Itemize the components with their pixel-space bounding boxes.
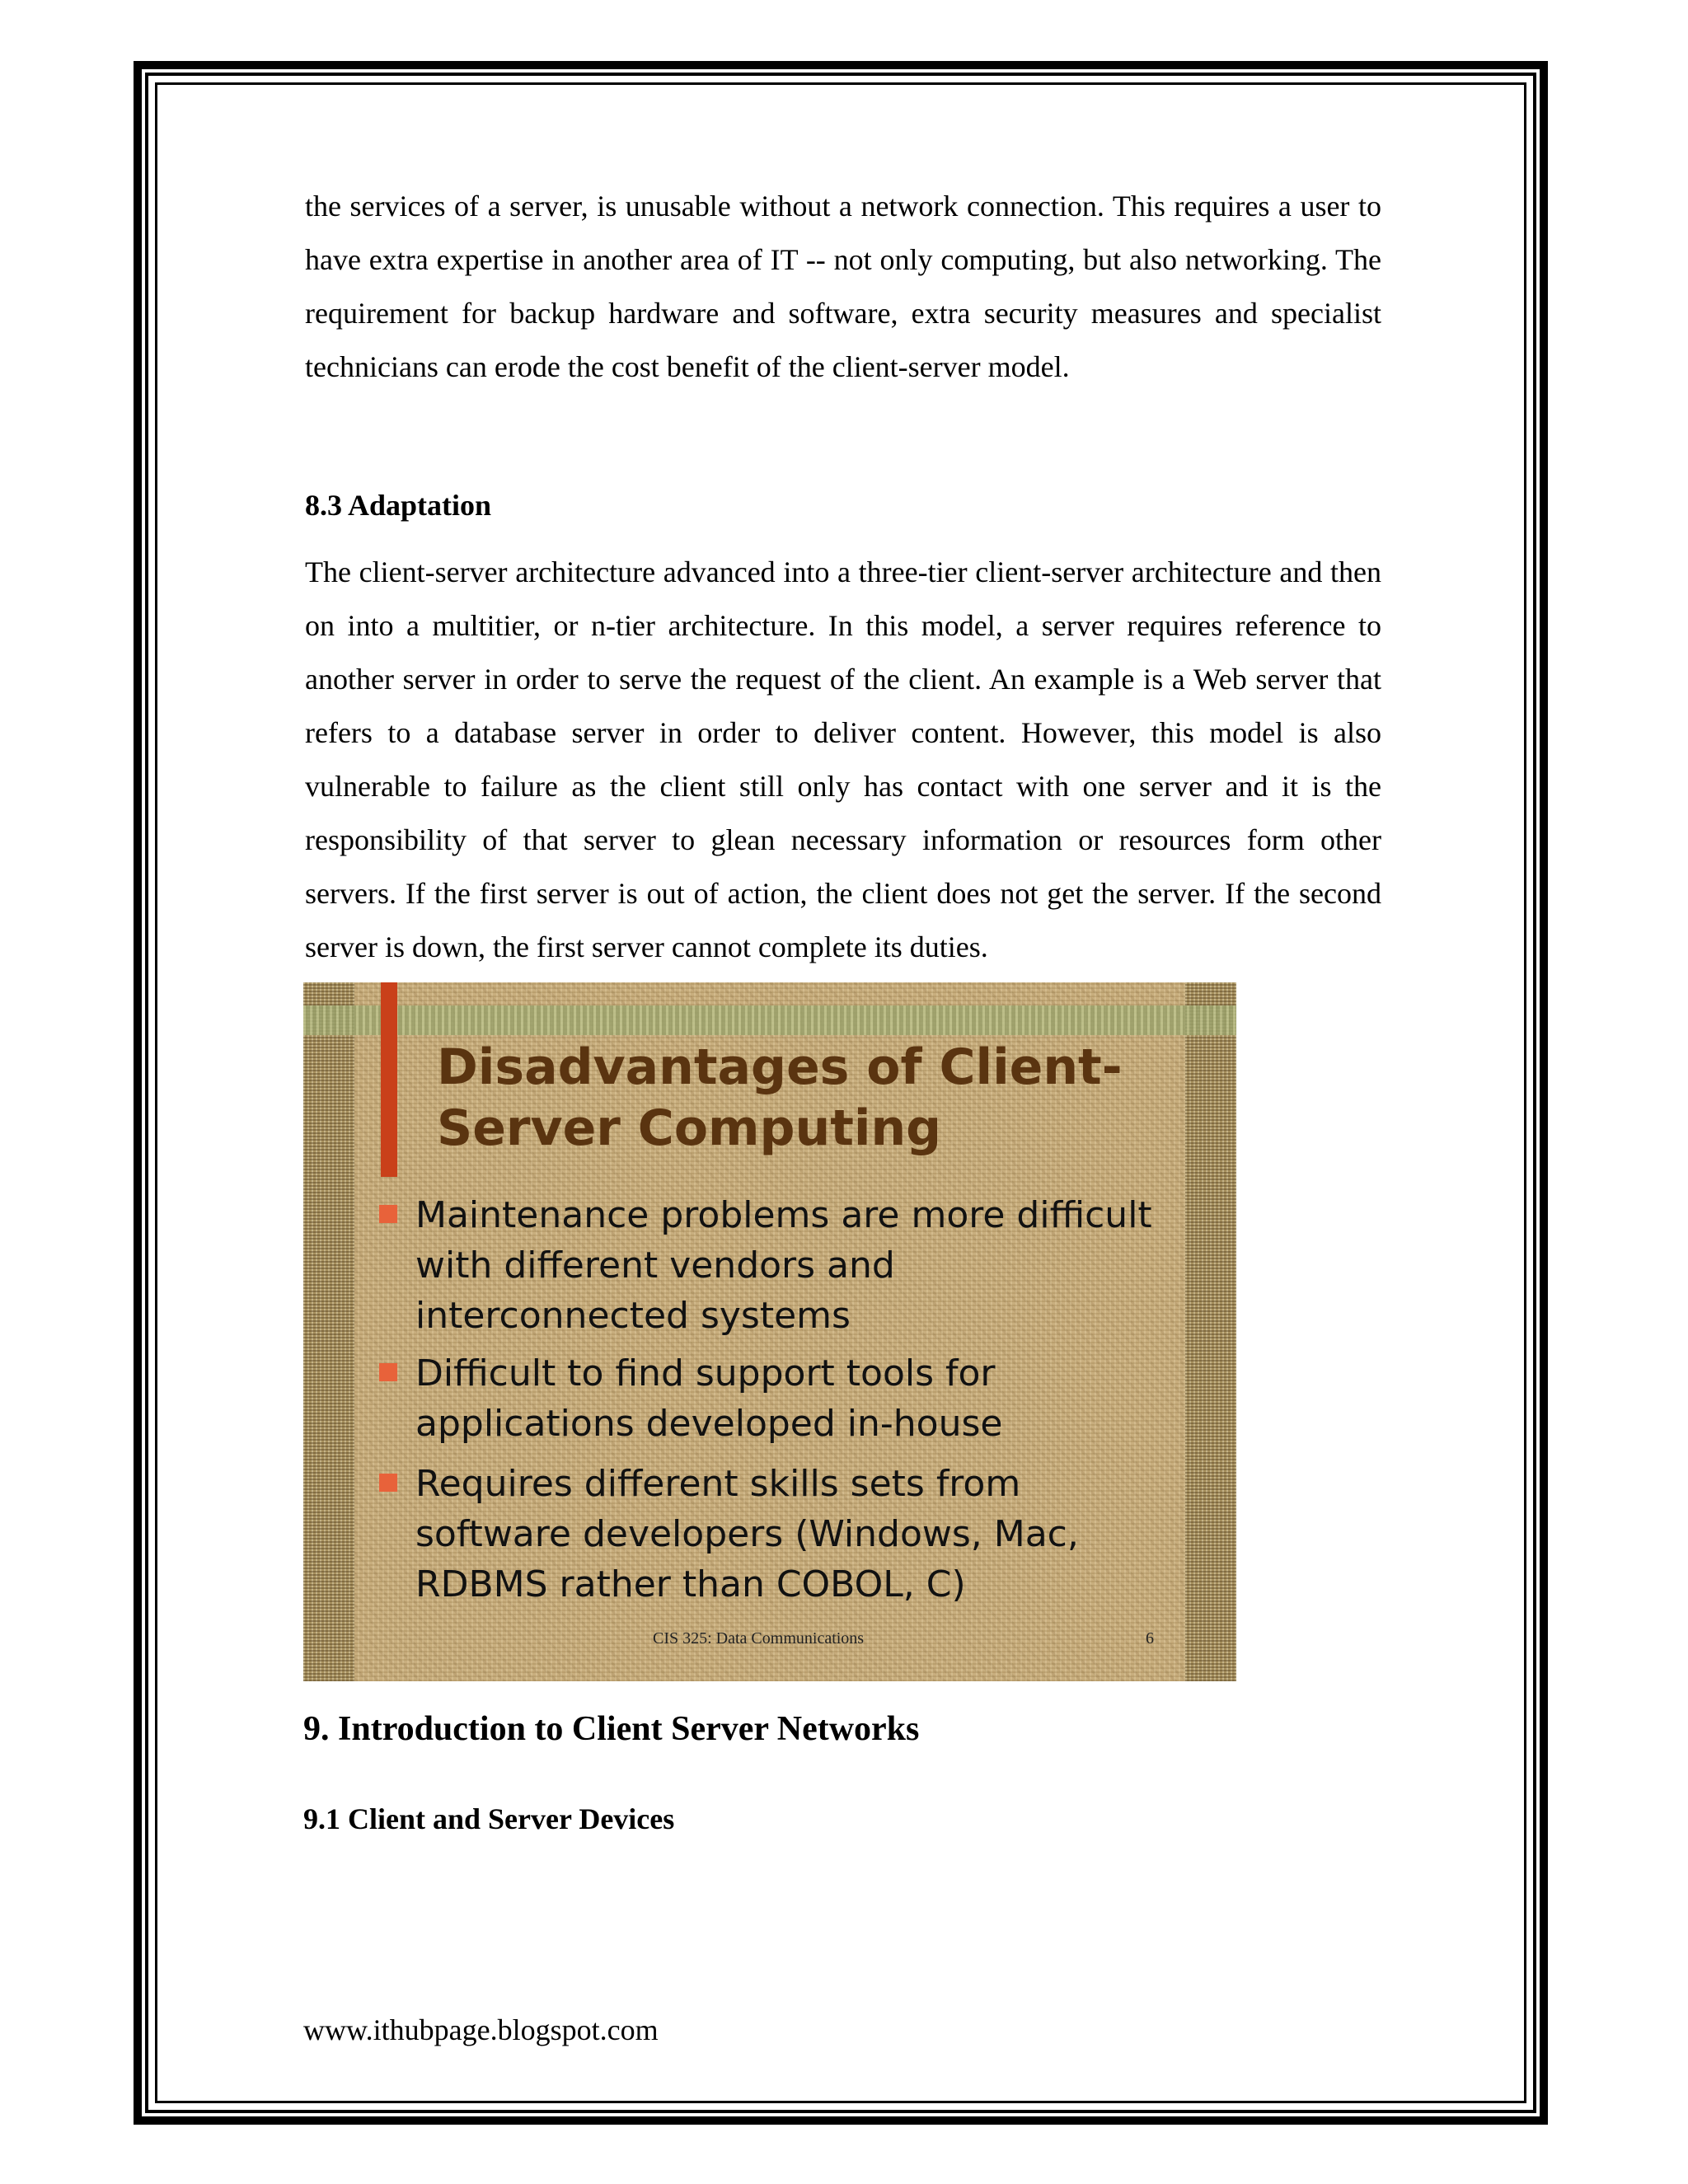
slide-texture-right <box>1185 982 1236 1681</box>
slide-title <box>437 1037 1179 1159</box>
slide-bullet-line: software developers (Windows, Mac, <box>415 1513 1079 1555</box>
slide-bullet-line: Maintenance problems are more difficult <box>415 1194 1152 1236</box>
slide-bullet-text <box>415 1190 1190 1341</box>
adaptation-content <box>305 546 1381 974</box>
paragraph-adaptation: The client-server architecture advanced into a three-tier client-server architecture and then on into a multitier, or n-tier architecture. In this model, a server requires reference to another server in order to serve the request of the client. An example is a Web server that refers to a database server in order to deliver content. However, this model is also vulnerable to failure as the client still only has contact with one server and it is the responsibility of that server to glean necessary information or resources form other servers. If the first server is out of action, the client does not get the server. If the second server is down, the first server cannot complete its duties. <box>305 555 1381 963</box>
slide-title-line-2: Server Computing <box>437 1099 942 1157</box>
slide-bullet-line: with different vendors and <box>415 1244 895 1286</box>
slide-bullet-line: applications developed in-house <box>415 1403 1003 1445</box>
slide-bullet-line: Requires different skills sets from <box>415 1463 1021 1505</box>
slide-accent-bar <box>381 982 397 1177</box>
slide-page-number: 6 <box>1146 1629 1154 1647</box>
square-bullet-icon <box>379 1205 397 1223</box>
page-content <box>305 180 1381 394</box>
slide-image <box>303 982 1236 1681</box>
slide-texture-left <box>303 982 354 1681</box>
footer-url: www.ithubpage.blogspot.com <box>303 2013 659 2046</box>
square-bullet-icon <box>379 1363 397 1381</box>
slide-texture-top-band <box>303 1005 1236 1035</box>
heading-8-3-adaptation: 8.3 Adaptation <box>305 489 492 522</box>
heading-9-1-client-server-devices: 9.1 Client and Server Devices <box>303 1802 675 1835</box>
heading-9-introduction: 9. Introduction to Client Server Networks <box>303 1710 920 1748</box>
slide-bullet-line: interconnected systems <box>415 1295 851 1337</box>
square-bullet-icon <box>379 1474 397 1492</box>
slide-bullet-line: RDBMS rather than COBOL, C) <box>415 1563 966 1605</box>
paragraph-continuation: the services of a server, is unusable without a network connection. This requires a user to have extra expertise in another area of IT -- not only computing, but also networking. The requirement for backup hardware and software, extra security measures and specialist technicians can erode the cost benefit of the client-server model. <box>305 190 1381 383</box>
slide-title-line-1: Disadvantages of Client- <box>437 1038 1123 1096</box>
slide-bullet-line: Difficult to find support tools for <box>415 1352 996 1394</box>
slide-bullet-text <box>415 1459 1190 1610</box>
slide-bullet-text <box>415 1348 1190 1449</box>
slide-footer: CIS 325: Data Communications <box>653 1629 865 1647</box>
